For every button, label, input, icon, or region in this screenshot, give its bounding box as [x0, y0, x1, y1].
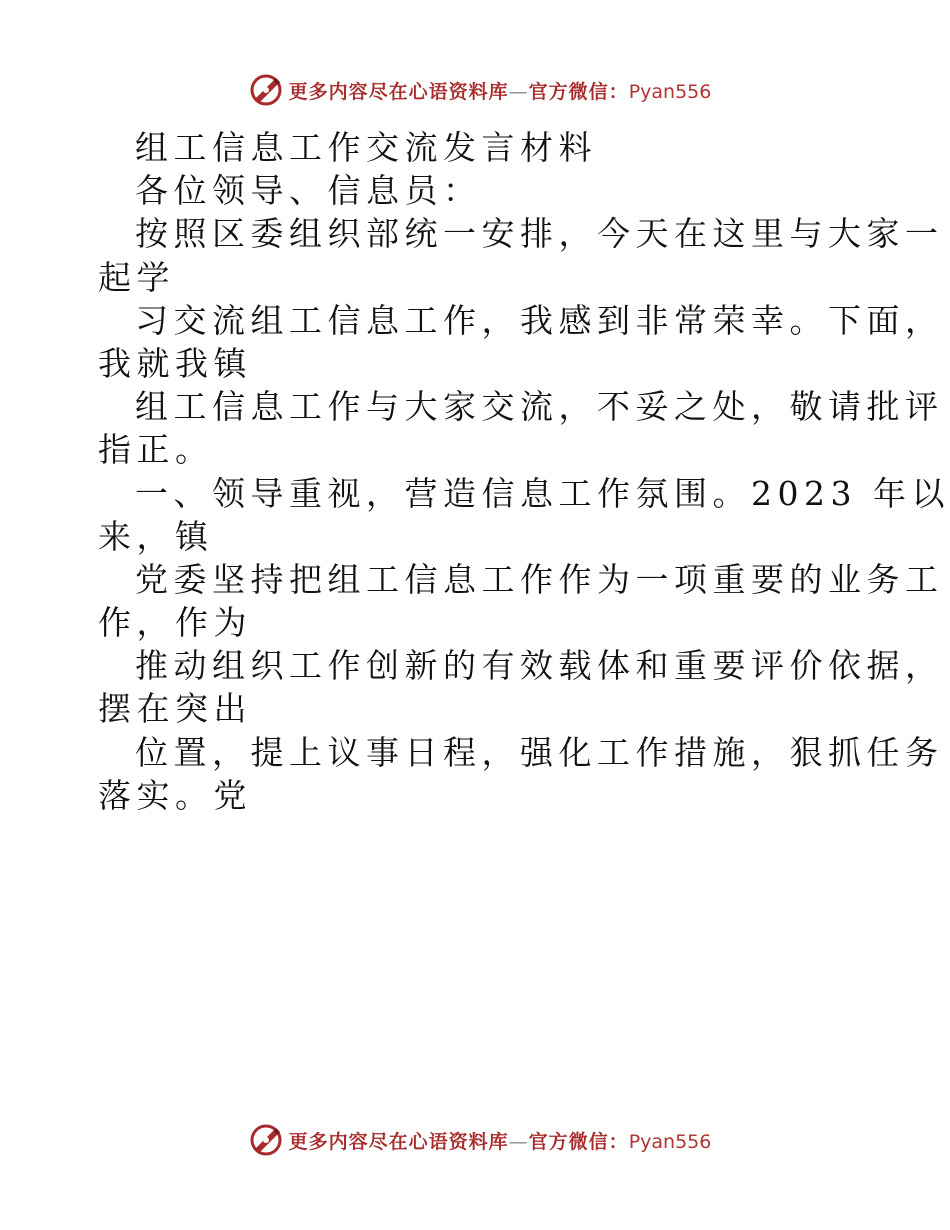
watermark-wechat-id: Pyan556	[628, 1130, 712, 1153]
document-body	[98, 126, 950, 817]
watermark-main: 更多内容尽在心语资料库	[288, 1130, 509, 1153]
paragraph-line: 我就我镇	[98, 343, 252, 383]
salutation: 各位领导、信息员：	[135, 171, 482, 211]
header-watermark-banner	[0, 70, 950, 110]
watermark-wechat-label: 官方微信：	[528, 1130, 629, 1153]
paragraph-line: 习交流组工信息工作，我感到非常荣幸。下面，	[135, 300, 944, 340]
paragraph-line: 按照区委组织部统一安排，今天在这里与大家一	[135, 214, 944, 254]
watermark-wechat-label: 官方微信：	[528, 80, 629, 103]
paragraph-line: 位置，提上议事日程，强化工作措施，狠抓任务	[135, 732, 944, 772]
paragraph-line: 组工信息工作与大家交流，不妥之处，敬请批评	[135, 387, 944, 427]
watermark-text	[289, 1127, 712, 1154]
paragraph-line: 来，镇	[98, 516, 214, 556]
watermark-text	[289, 77, 712, 104]
footer-watermark-banner	[0, 1120, 950, 1160]
header-watermark-inner	[249, 73, 712, 107]
section-heading-line: 一、领导重视，营造信息工作氛围。2023 年以	[135, 473, 950, 513]
paragraph-line: 指正。	[98, 430, 214, 470]
pen-logo-icon	[249, 1123, 283, 1157]
watermark-dash: —	[508, 1130, 529, 1153]
doc-title: 组工信息工作交流发言材料	[135, 128, 597, 167]
footer-watermark-inner	[249, 1123, 712, 1157]
paragraph-line: 推动组织工作创新的有效载体和重要评价依据，	[135, 646, 944, 686]
pen-logo-icon	[249, 73, 283, 107]
watermark-wechat-id: Pyan556	[628, 80, 712, 103]
paragraph-line: 党委坚持把组工信息工作作为一项重要的业务工	[135, 559, 944, 599]
paragraph-line: 起学	[98, 257, 175, 297]
watermark-main: 更多内容尽在心语资料库	[288, 80, 509, 103]
watermark-dash: —	[508, 80, 529, 103]
paragraph-line: 落实。党	[98, 775, 252, 815]
paragraph-line: 作，作为	[98, 603, 252, 643]
paragraph-line: 摆在突出	[98, 689, 252, 729]
